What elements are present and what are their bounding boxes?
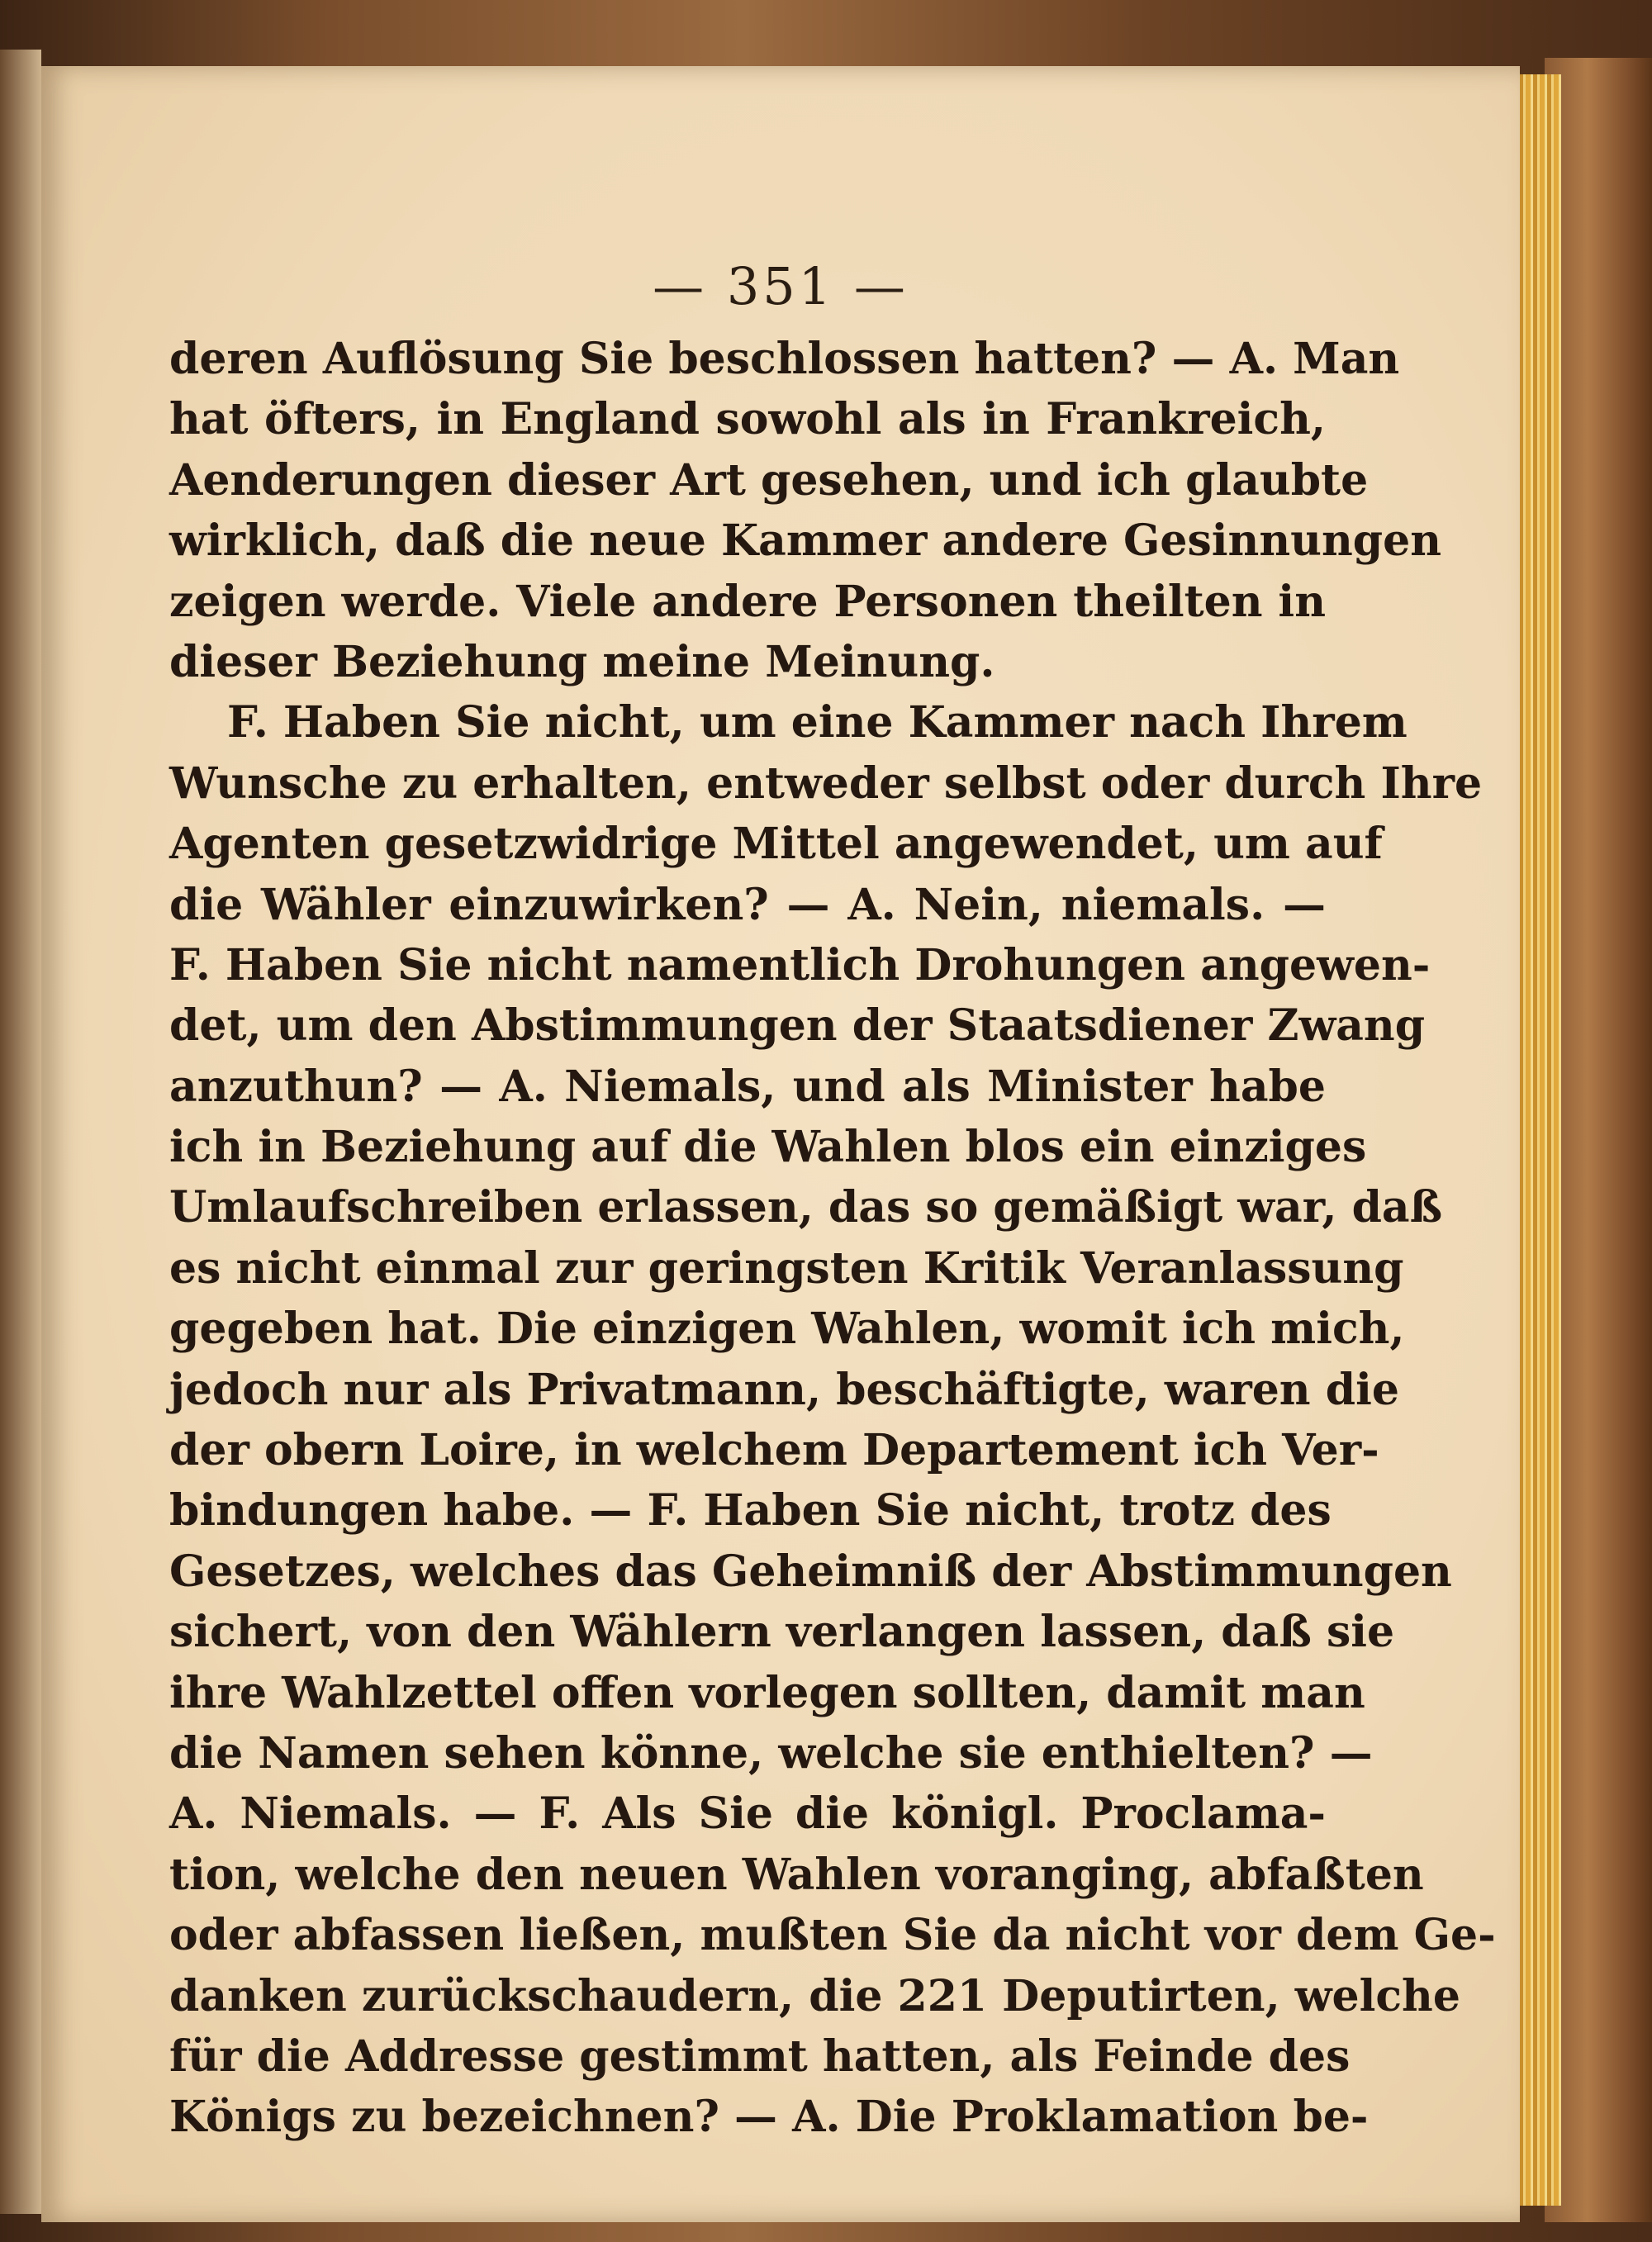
- text-line: Gesetzes, welches das Geheimniß der Abstimmungen: [169, 1546, 1452, 1597]
- text-line: F. Haben Sie nicht, um eine Kammer nach Ihrem: [227, 697, 1408, 748]
- text-line: jedoch nur als Privatmann, beschäftigte, waren die: [169, 1364, 1399, 1415]
- text-line: hat öfters, in England sowohl als in Frankreich,: [169, 394, 1326, 445]
- text-line: sichert, von den Wählern verlangen lassen, daß sie: [169, 1607, 1395, 1658]
- text-line: anzuthun? — A. Niemals, und als Minister habe: [169, 1061, 1326, 1112]
- page-body-text: [169, 329, 1496, 2148]
- text-line: Wunsche zu erhalten, entweder selbst oder durch Ihre: [169, 758, 1483, 809]
- text-line: zeigen werde. Viele andere Personen theilten in: [169, 576, 1326, 627]
- text-line: die Wähler einzuwirken? — A. Nein, niemals. —: [169, 879, 1326, 930]
- text-line: ihre Wahlzettel offen vorlegen sollten, damit man: [169, 1667, 1365, 1718]
- text-line: Umlaufschreiben erlassen, das so gemäßigt war, daß: [169, 1182, 1443, 1233]
- text-line: dieser Beziehung meine Meinung.: [169, 636, 995, 687]
- text-line: Agenten gesetzwidrige Mittel angewendet, um auf: [169, 819, 1383, 870]
- text-line: F. Haben Sie nicht namentlich Drohungen angewen-: [169, 939, 1431, 990]
- text-line: die Namen sehen könne, welche sie enthielten? —: [169, 1727, 1373, 1779]
- text-line: det, um den Abstimmungen der Staatsdiener Zwang: [169, 1000, 1426, 1052]
- text-line: für die Addresse gestimmt hatten, als Feinde des: [169, 2031, 1351, 2082]
- text-line: bindungen habe. — F. Haben Sie nicht, trotz des: [169, 1485, 1332, 1537]
- text-line: Aenderungen dieser Art gesehen, und ich glaubte: [169, 454, 1369, 506]
- text-line: oder abfassen ließen, mußten Sie da nicht vor dem Ge-: [169, 1910, 1496, 1961]
- page-number: — 351 —: [653, 256, 909, 316]
- book-page: [41, 66, 1520, 2222]
- text-line: tion, welche den neuen Wahlen voranging, abfaßten: [169, 1849, 1424, 1900]
- previous-page-edge: [0, 50, 41, 2214]
- text-line: gegeben hat. Die einzigen Wahlen, womit ich mich,: [169, 1304, 1405, 1355]
- text-line: es nicht einmal zur geringsten Kritik Veranlassung: [169, 1242, 1404, 1294]
- text-line: A. Niemals. — F. Als Sie die königl. Proclama-: [169, 1788, 1326, 1840]
- text-line: wirklich, daß die neue Kammer andere Gesinnungen: [169, 515, 1442, 567]
- text-line: deren Auflösung Sie beschlossen hatten? — A. Man: [169, 334, 1400, 384]
- text-line: danken zurückschaudern, die 221 Deputirten, welche: [169, 1970, 1460, 2021]
- text-line: ich in Beziehung auf die Wahlen blos ein einziges: [169, 1122, 1367, 1173]
- text-line: Königs zu bezeichnen? — A. Die Proklamation be-: [169, 2092, 1369, 2143]
- text-line: der obern Loire, in welchem Departement ich Ver-: [169, 1425, 1379, 1476]
